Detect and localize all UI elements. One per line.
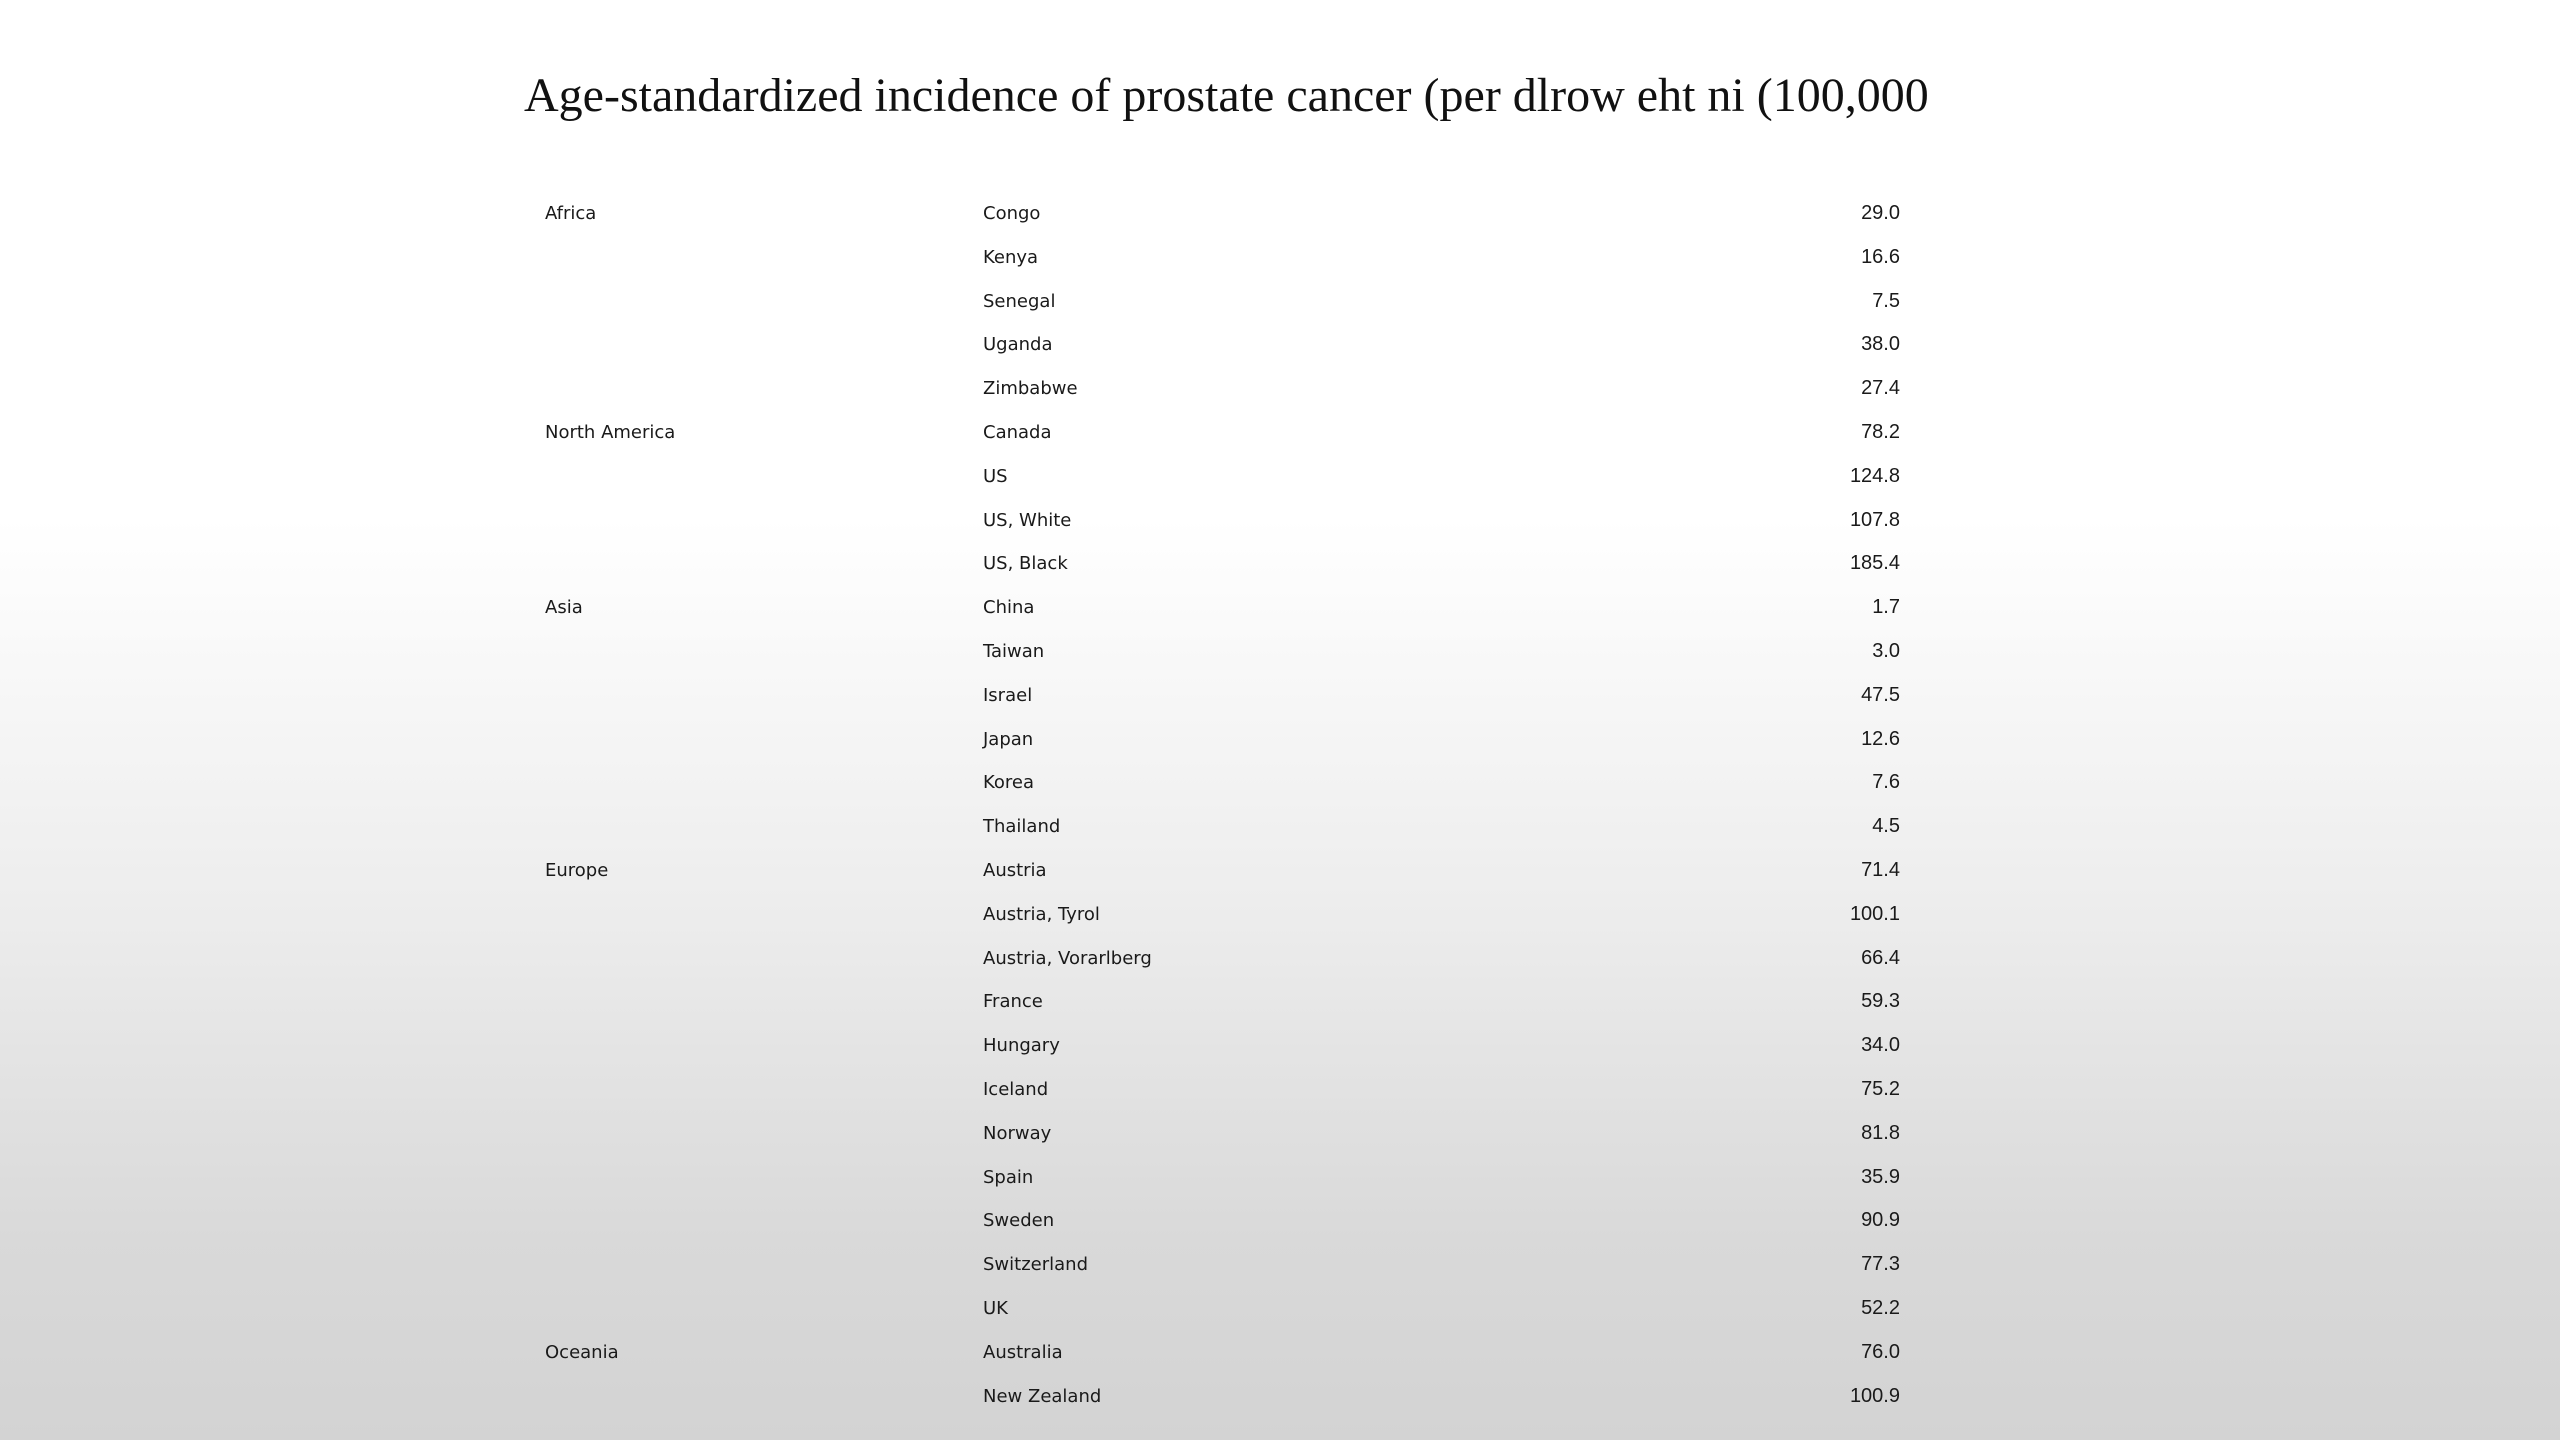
table-row bbox=[545, 980, 1900, 1024]
table-row bbox=[545, 1375, 1900, 1419]
country-cell: Austria, Tyrol bbox=[983, 903, 1100, 925]
incidence-value-cell: 1.7 bbox=[1872, 596, 1900, 619]
table-row bbox=[545, 280, 1900, 324]
table-row bbox=[545, 1243, 1900, 1287]
region-cell: Europe bbox=[545, 859, 609, 881]
country-cell: Switzerland bbox=[983, 1254, 1088, 1276]
country-cell: US, White bbox=[983, 509, 1072, 531]
incidence-value-cell: 7.6 bbox=[1872, 771, 1900, 794]
region-cell: Asia bbox=[545, 597, 583, 619]
incidence-value-cell: 27.4 bbox=[1861, 377, 1900, 400]
table-row bbox=[545, 1112, 1900, 1156]
incidence-value-cell: 4.5 bbox=[1872, 815, 1900, 838]
country-cell: Australia bbox=[983, 1341, 1063, 1363]
table-row bbox=[545, 630, 1900, 674]
country-cell: Hungary bbox=[983, 1035, 1060, 1057]
table-row bbox=[545, 893, 1900, 937]
country-cell: UK bbox=[983, 1297, 1008, 1319]
table-row bbox=[545, 586, 1900, 630]
region-cell: North America bbox=[545, 421, 676, 443]
country-cell: Senegal bbox=[983, 290, 1056, 312]
country-cell: US, Black bbox=[983, 553, 1068, 575]
incidence-value-cell: 124.8 bbox=[1849, 464, 1900, 487]
country-cell: Canada bbox=[983, 421, 1052, 443]
table-row bbox=[545, 192, 1900, 236]
country-cell: France bbox=[983, 991, 1043, 1013]
country-cell: Korea bbox=[983, 772, 1035, 794]
region-cell: Oceania bbox=[545, 1341, 619, 1363]
incidence-value-cell: 35.9 bbox=[1861, 1165, 1900, 1188]
incidence-value-cell: 75.2 bbox=[1861, 1077, 1900, 1100]
incidence-value-cell: 7.5 bbox=[1872, 289, 1900, 312]
table-row bbox=[545, 674, 1900, 718]
incidence-value-cell: 66.4 bbox=[1861, 946, 1900, 969]
incidence-value-cell: 34.0 bbox=[1861, 1034, 1900, 1057]
incidence-value-cell: 81.8 bbox=[1861, 1121, 1900, 1144]
country-cell: Congo bbox=[983, 203, 1041, 224]
country-cell: US bbox=[983, 465, 1008, 487]
table-row bbox=[545, 542, 1900, 586]
table-row bbox=[545, 849, 1900, 893]
incidence-table bbox=[545, 192, 1900, 1418]
country-cell: Iceland bbox=[983, 1078, 1049, 1100]
incidence-value-cell: 71.4 bbox=[1861, 858, 1900, 881]
incidence-value-cell: 90.9 bbox=[1861, 1209, 1900, 1232]
country-cell: Zimbabwe bbox=[983, 378, 1078, 400]
incidence-value-cell: 12.6 bbox=[1861, 727, 1900, 750]
table-row bbox=[545, 1156, 1900, 1200]
incidence-value-cell: 185.4 bbox=[1849, 552, 1900, 575]
incidence-value-cell: 47.5 bbox=[1861, 683, 1900, 706]
incidence-value-cell: 52.2 bbox=[1861, 1296, 1900, 1319]
table-row bbox=[545, 367, 1900, 411]
country-cell: Kenya bbox=[983, 246, 1039, 268]
slide-title: Age-standardized incidence of prostate cancer (per dlrow eht ni (100,000 bbox=[524, 69, 1929, 122]
country-cell: Israel bbox=[983, 684, 1033, 706]
table-row bbox=[545, 805, 1900, 849]
incidence-value-cell: 100.9 bbox=[1849, 1384, 1900, 1407]
table-row bbox=[545, 499, 1900, 543]
country-cell: China bbox=[983, 597, 1035, 619]
incidence-value-cell: 16.6 bbox=[1861, 245, 1900, 268]
incidence-value-cell: 100.1 bbox=[1849, 902, 1900, 925]
table-row bbox=[545, 411, 1900, 455]
table-row bbox=[545, 761, 1900, 805]
table-row bbox=[545, 236, 1900, 280]
incidence-value-cell: 29.0 bbox=[1861, 202, 1900, 224]
country-cell: Taiwan bbox=[983, 640, 1045, 662]
table-row bbox=[545, 1331, 1900, 1375]
country-cell: Thailand bbox=[983, 816, 1061, 838]
table-row bbox=[545, 323, 1900, 367]
country-cell: Japan bbox=[983, 728, 1034, 750]
table-row bbox=[545, 1024, 1900, 1068]
incidence-value-cell: 107.8 bbox=[1849, 508, 1900, 531]
region-cell: Africa bbox=[545, 203, 597, 224]
table-row bbox=[545, 455, 1900, 499]
incidence-value-cell: 59.3 bbox=[1861, 990, 1900, 1013]
table-row bbox=[545, 1199, 1900, 1243]
incidence-value-cell: 76.0 bbox=[1861, 1340, 1900, 1363]
country-cell: Austria, Vorarlberg bbox=[983, 947, 1152, 969]
country-cell: Sweden bbox=[983, 1210, 1055, 1232]
country-cell: Norway bbox=[983, 1122, 1052, 1144]
table-row bbox=[545, 1068, 1900, 1112]
table-row bbox=[545, 718, 1900, 762]
country-cell: Spain bbox=[983, 1166, 1034, 1188]
incidence-value-cell: 78.2 bbox=[1861, 420, 1900, 443]
country-cell: Austria bbox=[983, 859, 1047, 881]
table-row bbox=[545, 937, 1900, 981]
table-row bbox=[545, 1287, 1900, 1331]
incidence-value-cell: 38.0 bbox=[1861, 333, 1900, 356]
country-cell: New Zealand bbox=[983, 1385, 1102, 1407]
incidence-value-cell: 77.3 bbox=[1861, 1253, 1900, 1276]
incidence-value-cell: 3.0 bbox=[1872, 639, 1900, 662]
country-cell: Uganda bbox=[983, 334, 1053, 356]
